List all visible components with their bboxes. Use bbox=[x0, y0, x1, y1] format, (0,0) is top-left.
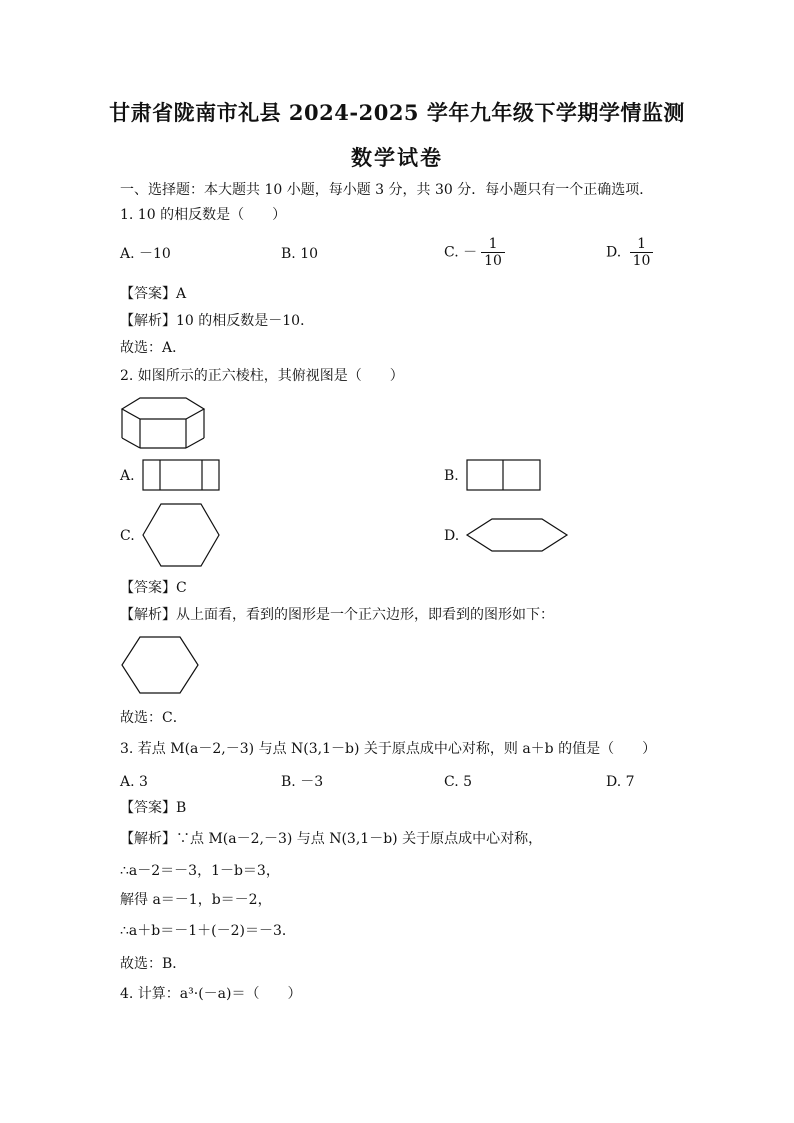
q3-option-b: B. －3 bbox=[281, 774, 324, 790]
q2-option-b-label: B. bbox=[444, 468, 459, 484]
title-line-1: 甘肃省陇南市礼县 2024-2025 学年九年级下学期学情监测 bbox=[109, 100, 685, 125]
q1-option-d bbox=[606, 236, 653, 269]
q3-option-c: C. 5 bbox=[444, 774, 473, 790]
title-line-2: 数学试卷 bbox=[351, 145, 443, 170]
q4-stem: 4. 计算：a³·(－a)＝（ ） bbox=[120, 986, 302, 1002]
q1-option-c-fraction bbox=[481, 236, 505, 269]
fraction-numerator: 1 bbox=[637, 236, 647, 252]
q2-analysis: 【解析】从上面看，看到的图形是一个正六边形，即看到的图形如下： bbox=[120, 607, 554, 623]
q1-option-b: B. 10 bbox=[281, 246, 319, 262]
q1-option-d-label: D. bbox=[606, 244, 622, 261]
q3-step-2: 解得 a＝－1，b＝－2， bbox=[120, 892, 272, 908]
q2-answer: 【答案】C bbox=[120, 580, 187, 596]
q2-option-d-figure bbox=[466, 518, 568, 552]
q3-step-3: ∴a＋b＝－1＋(－2)＝－3． bbox=[120, 923, 296, 939]
hexagonal-prism-figure bbox=[120, 395, 206, 449]
fraction-numerator: 1 bbox=[488, 236, 498, 252]
fraction-denominator: 10 bbox=[481, 252, 505, 269]
q1-choose: 故选：A． bbox=[120, 340, 187, 356]
q1-option-c-sign: － bbox=[463, 244, 478, 261]
q2-option-b-figure bbox=[466, 459, 541, 491]
q3-option-a: A. 3 bbox=[120, 774, 148, 790]
fraction-denominator: 10 bbox=[630, 252, 654, 269]
q1-option-c-label: C. bbox=[444, 244, 459, 261]
q1-option-d-fraction bbox=[630, 236, 654, 269]
q3-stem: 3. 若点 M(a－2,－3) 与点 N(3,1－b) 关于原点成中心对称，则 a＋b 的值是（ ） bbox=[120, 741, 657, 757]
q3-step-1: ∴a－2＝－3，1－b＝3， bbox=[120, 863, 280, 879]
q3-choose: 故选：B． bbox=[120, 956, 187, 972]
q2-option-a-figure bbox=[142, 459, 220, 491]
q1-analysis: 【解析】10 的相反数是－10． bbox=[120, 313, 315, 329]
q2-option-a-label: A. bbox=[120, 468, 135, 484]
section-heading: 一、选择题：本大题共 10 小题，每小题 3 分，共 30 分．每小题只有一个正确选项． bbox=[120, 182, 654, 198]
q3-answer: 【答案】B bbox=[120, 800, 187, 816]
q2-analysis-hexagon bbox=[121, 636, 199, 694]
q2-choose: 故选：C． bbox=[120, 710, 187, 726]
q2-stem: 2. 如图所示的正六棱柱，其俯视图是（ ） bbox=[120, 368, 404, 384]
q2-option-c-label: C. bbox=[120, 528, 135, 544]
q1-stem: 1. 10 的相反数是（ ） bbox=[120, 207, 287, 223]
q1-option-a: A. －10 bbox=[120, 246, 171, 262]
q3-option-d: D. 7 bbox=[606, 774, 635, 790]
q1-answer: 【答案】A bbox=[120, 286, 187, 302]
q3-analysis: 【解析】∵点 M(a－2,－3) 与点 N(3,1－b) 关于原点成中心对称， bbox=[120, 831, 543, 847]
q2-option-c-figure bbox=[142, 503, 220, 567]
q1-option-c bbox=[444, 236, 505, 269]
q2-option-d-label: D. bbox=[444, 528, 460, 544]
